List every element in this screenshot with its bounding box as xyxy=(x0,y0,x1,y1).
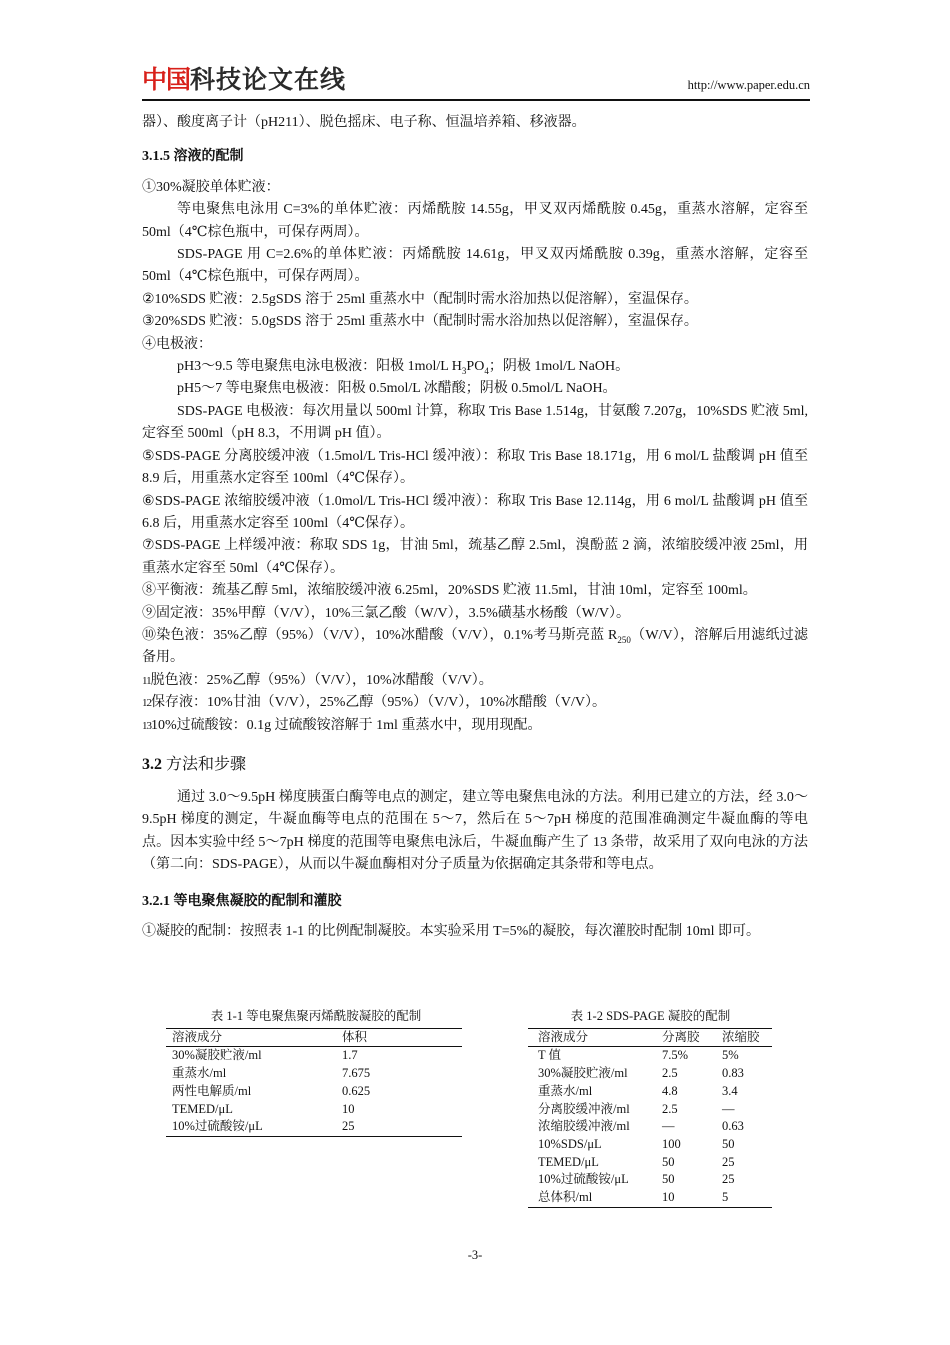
item-4-ief-electrode: pH3～9.5 等电聚焦电泳电极液：阳极 1mol/L $H_3PO_4$；阴极 1mol/L NaOH。 xyxy=(177,359,630,376)
item-13: 1310%过硫酸铵：0.1g 过硫酸铵溶解于 1ml 重蒸水中，现用现配。 xyxy=(142,717,542,733)
table-row: 浓缩胶缓冲液/ml — 0.63 xyxy=(538,1119,744,1134)
table-row: 10%过硫酸铵/μL 50 25 xyxy=(538,1172,735,1187)
item-11: 11脱色液：25%乙醇（95%）（V/V），10%冰醋酸（V/V）。 xyxy=(142,672,493,688)
item-6: ⑥SDS-PAGE 浓缩胶缓冲液（1.0mol/L Tris-HCl 缓冲液）：称取 Tris Base 12.114g，用 6 mol/L 盐酸调 pH 值至 6.8 后，用重蒸水定容至 100ml（4℃保存）。 xyxy=(142,493,808,531)
item-13-marker: 13 xyxy=(142,719,151,732)
table-row: 30%凝胶贮液/ml 2.5 0.83 xyxy=(538,1066,744,1081)
item-12-marker: 12 xyxy=(142,697,151,710)
item-2: ②10%SDS 贮液：2.5gSDS 溶于 25ml 重蒸水中（配制时需水浴加热以促溶解），室温保存。 xyxy=(142,291,698,307)
item-12: 12保存液：10%甘油（V/V），25%乙醇（95%）（V/V），10%冰醋酸（V/V）。 xyxy=(142,695,606,711)
table-row: 分离胶缓冲液/ml 2.5 — xyxy=(538,1101,735,1116)
tables-area xyxy=(142,1008,808,1218)
item-10: ⑩染色液：35%乙醇（95%）（V/V），10%冰醋酸（V/V），0.1%考马斯亮蓝 $R_{250}(W/V)$，溶解后用滤纸过滤备用。 xyxy=(142,627,808,666)
table-header: 溶液成分 xyxy=(172,1029,223,1044)
continued-paragraph: 器）、酸度离子计（pH211）、脱色摇床、电子称、恒温培养箱、移液器。 xyxy=(142,115,586,130)
table-row: 重蒸水/ml 7.675 xyxy=(172,1066,371,1081)
item-5: ⑤SDS-PAGE 分离胶缓冲液（1.5mol/L Tris-HCl 缓冲液）：称取 Tris Base 18.171g，用 6 mol/L 盐酸调 pH 值至 8.9 后，用重蒸水定容至 100ml（4℃保存）。 xyxy=(142,448,808,487)
site-logo[interactable] xyxy=(142,66,346,94)
table-row: 重蒸水/ml 4.8 3.4 xyxy=(538,1083,738,1098)
item-11-marker: 11 xyxy=(142,674,151,687)
heading-3-2-1: 3.2.1 等电聚焦凝胶的配制和灌胶 xyxy=(142,893,342,909)
item-9: ⑨固定液：35%甲醇（V/V），10%三氯乙酸（W/V），3.5%磺基水杨酸（W/V）。 xyxy=(142,605,631,621)
table-1-1-caption: 表 1-1 等电聚焦聚丙烯酰胺凝胶的配制 xyxy=(210,1009,422,1023)
item-7: ⑦SDS-PAGE 上样缓冲液：称取 SDS 1g，甘油 5ml，巯基乙醇 2.5ml，溴酚蓝 2 滴，浓缩胶缓冲液 25ml，用重蒸水定容至 50ml（4℃保存）。 xyxy=(142,538,808,576)
page-header xyxy=(142,62,810,98)
gel-preparation-paragraph: ①凝胶的配制：按照表 1-1 的比例配制凝胶。本实验采用 T=5%的凝胶，每次灌胶时配制 10ml 即可。 xyxy=(142,924,761,939)
table-header: 分离胶 xyxy=(662,1029,700,1044)
item-3: ③20%SDS 贮液：5.0gSDS 溶于 25ml 重蒸水中（配制时需水浴加热以促溶解），室温保存。 xyxy=(142,314,698,330)
table-row: 两性电解质/ml 0.625 xyxy=(172,1083,371,1098)
table-row: TEMED/μL 10 xyxy=(172,1101,355,1116)
document-body xyxy=(142,112,808,943)
table-1-2 xyxy=(528,1008,773,1208)
logo-keji-lunwen-zaixian: 科技论文在线 xyxy=(190,65,347,94)
item-1: ①30%凝胶单体贮液： xyxy=(142,179,280,195)
item-1-ief: 等电聚焦电泳用 C=3%的单体贮液：丙烯酰胺 14.55g，甲叉双丙烯酰胺 0.45g，重蒸水溶解，定容至 50ml（4℃棕色瓶中，可保存两周）。 xyxy=(142,202,808,240)
table-header: 体积 xyxy=(342,1029,368,1044)
table-row: 10%过硫酸铵/μL 25 xyxy=(166,1118,462,1136)
table-row: TEMED/μL 50 25 xyxy=(538,1154,735,1169)
heading-3-2: 3.2 方法和步骤 xyxy=(142,755,247,773)
item-4-sds-electrode: SDS-PAGE 电极液：每次用量以 500ml 计算，称取 Tris Base 1.514g，甘氨酸 7.207g，10%SDS 贮液 5ml,定容至 500ml（pH 8.3，不用调 pH 值）。 xyxy=(142,403,808,442)
methods-paragraph: 通过 3.0～9.5pH 梯度胰蛋白酶等电点的测定，建立等电聚焦电泳的方法。利用已建立的方法，经 3.0～9.5pH 梯度的测定，牛凝血酶等电点的范围在 5～7，然后在 5～7pH 梯度的范围准确测定牛凝血酶的等电点。因本实验中经 5～7pH 梯度的范围等电聚焦电泳后，牛凝血酶产生了 13 条带，故采用了双向电泳的方法（第二向：SDS-PAGE），从而以牛凝血酶相对分子质量为依据确定其条带和等电点。 xyxy=(142,789,808,873)
page-number: -3- xyxy=(467,1248,483,1262)
item-1-sds: SDS-PAGE 用 C=2.6%的单体贮液：丙烯酰胺 14.61g，甲叉双丙烯酰胺 0.39g，重蒸水溶解，定容至 50ml（4℃棕色瓶中，可保存两周）。 xyxy=(142,247,808,285)
item-4-ph57-electrode: pH5～7 等电聚焦电极液：阳极 0.5mol/L 冰醋酸；阴极 0.5mol/L NaOH。 xyxy=(177,381,617,397)
table-header: 溶液成分 xyxy=(538,1029,589,1044)
table-1-2-caption: 表 1-2 SDS-PAGE 凝胶的配制 xyxy=(570,1009,731,1023)
heading-3-1-5: 3.1.5 溶液的配制 xyxy=(142,149,244,165)
table-row: 30%凝胶贮液/ml 1.7 xyxy=(172,1048,358,1063)
logo-zhongguo: 中国 xyxy=(142,65,191,94)
table-1-1 xyxy=(166,1008,466,1137)
table-row: 10%SDS/μL 100 50 xyxy=(538,1136,735,1151)
header-url[interactable]: http://www.paper.edu.cn xyxy=(687,78,810,92)
table-row: 总体积/ml 10 5 xyxy=(528,1189,772,1207)
header-divider xyxy=(142,99,810,101)
item-4: ④电极液： xyxy=(142,336,212,352)
item-8: ⑧平衡液：巯基乙醇 5ml，浓缩胶缓冲液 6.25ml，20%SDS 贮液 11.5ml，甘油 10ml，定容至 100ml。 xyxy=(142,583,757,599)
table-header: 浓缩胶 xyxy=(722,1029,760,1044)
table-row: T 值 7.5% 5% xyxy=(538,1048,739,1063)
